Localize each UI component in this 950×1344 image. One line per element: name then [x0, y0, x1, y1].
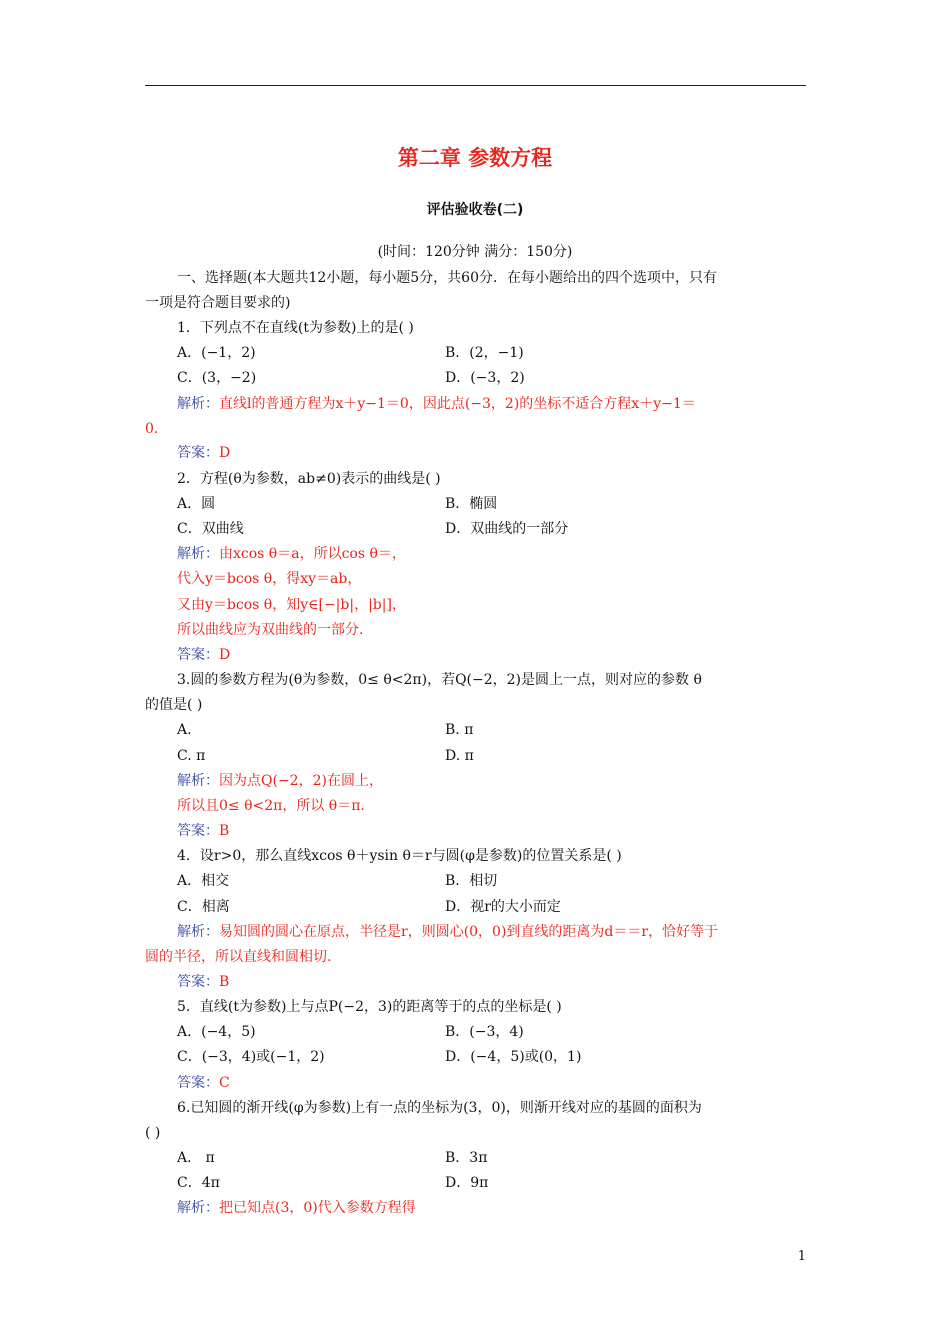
analysis-line [177, 394, 696, 414]
option-d: D．(−4，5)或(0，1) [445, 1049, 582, 1065]
answer-line [177, 443, 230, 463]
analysis-text-cont: 所以且0≤ θ<2π，所以 θ＝π. [177, 798, 365, 814]
question-stem: 6.已知圆的渐开线(φ为参数)上有一点的坐标为(3，0)，则渐开线对应的基圆的面积为 [177, 1100, 702, 1116]
answer-value: B [219, 823, 230, 839]
option-d: D．9π [445, 1175, 489, 1191]
analysis-text-cont: 又由y＝bcos θ，知y∈[−|b|，|b|]， [177, 597, 406, 613]
answer-value: D [219, 445, 231, 461]
chapter-title: 第二章 参数方程 [397, 146, 553, 170]
answer-line [177, 821, 229, 841]
analysis-text: 因为点Q(−2，2)在圆上， [219, 773, 383, 789]
option-c: C．双曲线 [177, 521, 244, 537]
option-a: A． π [177, 1150, 215, 1166]
header-rule [145, 85, 806, 86]
answer-label: 答案： [177, 974, 219, 990]
option-c: C．4π [177, 1175, 220, 1191]
analysis-label: 解析： [177, 773, 219, 789]
analysis-text: 易知圆的圆心在原点，半径是r，则圆心(0，0)到直线的距离为d＝＝r，恰好等于 [219, 924, 719, 940]
question-stem: 4．设r>0，那么直线xcos θ＋ysin θ＝r与圆(φ是参数)的位置关系是( ) [177, 848, 622, 864]
answer-label: 答案： [177, 1075, 219, 1091]
analysis-line [177, 1198, 416, 1218]
answer-line [177, 972, 229, 992]
analysis-text-cont: 0. [145, 421, 159, 437]
option-b: B．相切 [445, 873, 498, 889]
option-c: C. π [177, 748, 206, 764]
analysis-text: 直线l的普通方程为x＋y−1＝0，因此点(−3，2)的坐标不适合方程x＋y−1＝ [219, 396, 696, 412]
analysis-text-cont: 圆的半径，所以直线和圆相切. [145, 949, 332, 965]
question-stem: 1．下列点不在直线(t为参数)上的是( ) [177, 320, 414, 336]
question-stem-cont: ( ) [145, 1125, 161, 1141]
answer-value: C [219, 1075, 230, 1091]
answer-value: D [219, 647, 231, 663]
answer-label: 答案： [177, 647, 219, 663]
option-a: A．相交 [177, 873, 230, 889]
option-b: B．椭圆 [445, 496, 498, 512]
answer-label: 答案： [177, 823, 219, 839]
analysis-label: 解析： [177, 396, 219, 412]
analysis-label: 解析： [177, 1200, 219, 1216]
answer-value: B [219, 974, 230, 990]
page-number: 1 [797, 1249, 806, 1264]
option-b: B．(−3，4) [445, 1024, 524, 1040]
exam-subtitle: 评估验收卷(二) [426, 202, 524, 218]
option-d: D. π [445, 748, 474, 764]
question-stem: 3.圆的参数方程为(θ为参数，0≤ θ<2π)，若Q(−2，2)是圆上一点，则对应的参数 θ [177, 672, 702, 688]
option-c: C．(−3，4)或(−1，2) [177, 1049, 325, 1065]
analysis-line [177, 544, 406, 564]
analysis-line [177, 922, 718, 942]
analysis-text: 由xcos θ＝a，所以cos θ＝， [219, 546, 406, 562]
option-a: A．(−4，5) [177, 1024, 256, 1040]
answer-label: 答案： [177, 445, 219, 461]
option-c: C．(3，−2) [177, 370, 257, 386]
analysis-line [177, 771, 383, 791]
analysis-label: 解析： [177, 546, 219, 562]
question-stem-cont: 的值是( ) [145, 697, 203, 713]
analysis-label: 解析： [177, 924, 219, 940]
option-c: C．相离 [177, 899, 230, 915]
answer-line [177, 645, 230, 665]
analysis-text-cont: 所以曲线应为双曲线的一部分. [177, 622, 364, 638]
question-stem: 2．方程(θ为参数，ab≠0)表示的曲线是( ) [177, 471, 441, 487]
option-d: D．(−3，2) [445, 370, 525, 386]
section-heading-cont: 一项是符合题目要求的) [145, 295, 291, 311]
option-b: B. π [445, 722, 474, 738]
option-d: D．双曲线的一部分 [445, 521, 569, 537]
answer-line [177, 1073, 230, 1093]
analysis-text-cont: 代入y＝bcos θ，得xy＝ab， [177, 571, 362, 587]
option-d: D．视r的大小而定 [445, 899, 561, 915]
option-b: B．3π [445, 1150, 488, 1166]
question-stem: 5．直线(t为参数)上与点P(−2，3)的距离等于的点的坐标是( ) [177, 999, 562, 1015]
option-a: A. [177, 722, 192, 738]
exam-info: (时间：120分钟 满分：150分) [377, 244, 573, 260]
option-a: A．(−1，2) [177, 345, 256, 361]
option-b: B．(2，−1) [445, 345, 524, 361]
analysis-text: 把已知点(3，0)代入参数方程得 [219, 1200, 416, 1216]
option-a: A．圆 [177, 496, 216, 512]
section-heading: 一、选择题(本大题共12小题，每小题5分，共60分．在每小题给出的四个选项中，只有 [177, 270, 717, 286]
